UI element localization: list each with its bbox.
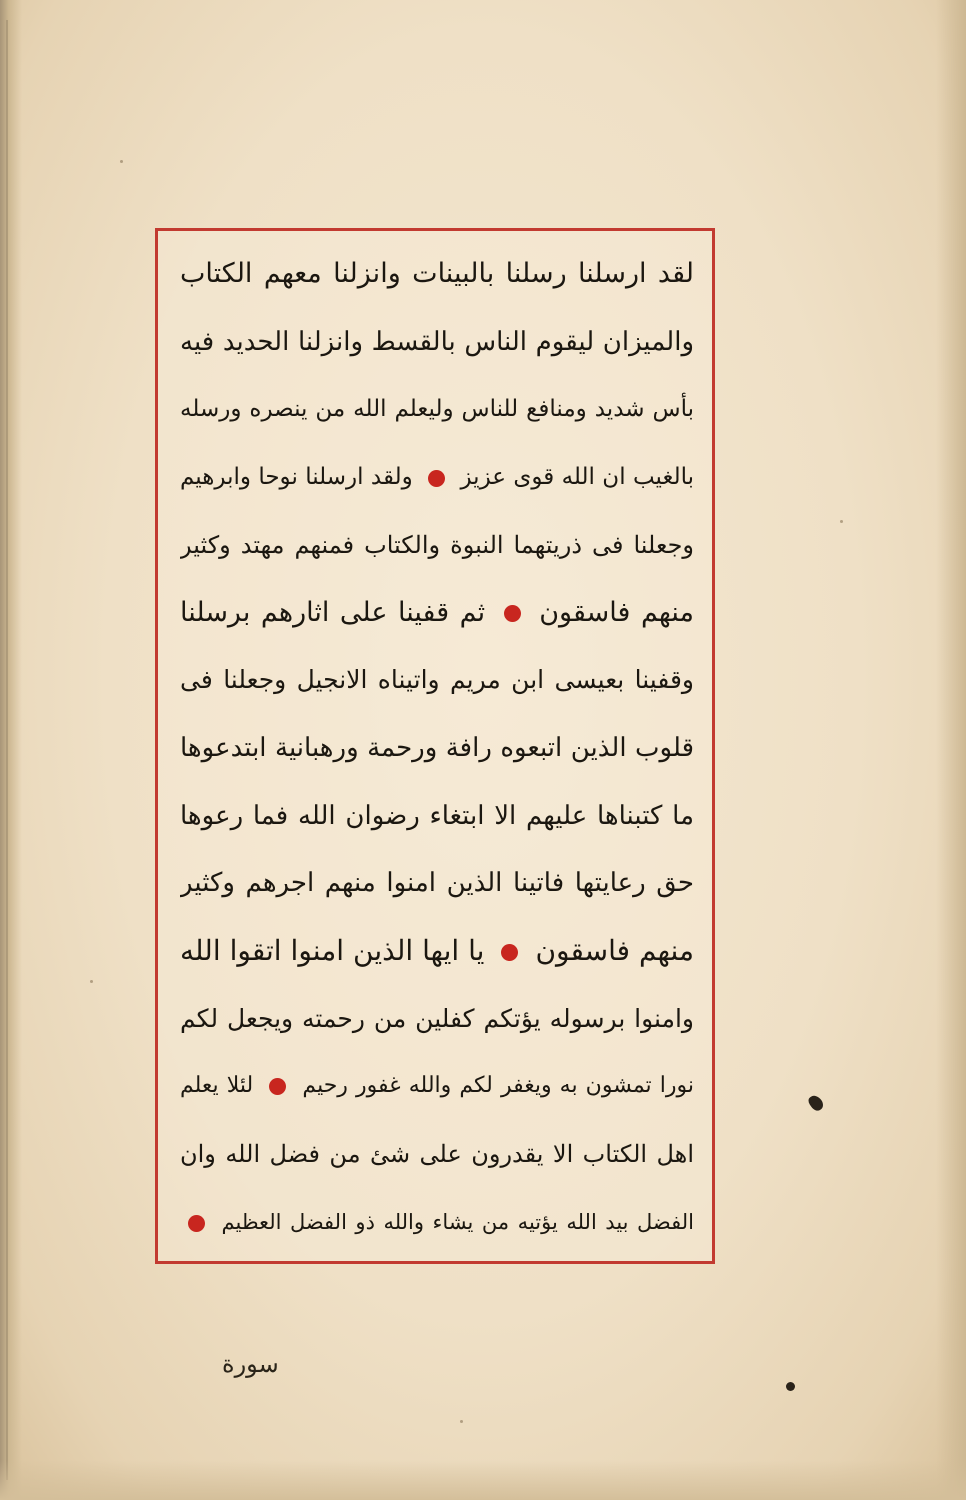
- red-ruled-text-frame: [155, 228, 715, 1264]
- paper-speck: [90, 980, 93, 983]
- text-line: وقفينا بعيسى ابن مريم واتيناه الانجيل وجعلنا فى: [180, 665, 694, 695]
- text-line: منهم فاسقون يا ايها الذين امنوا اتقوا الله: [180, 934, 694, 968]
- verse-end-marker: [428, 470, 445, 487]
- text-line: بأس شديد ومنافع للناس وليعلم الله من ينصره ورسله: [180, 396, 694, 423]
- text-line: الفضل بيد الله يؤتيه من يشاء والله ذو الفضل العظيم: [180, 1193, 694, 1251]
- text-line: والميزان ليقوم الناس بالقسط وانزلنا الحديد فيه: [180, 326, 694, 357]
- catchword: سورة: [222, 1350, 279, 1378]
- text-line: وجعلنا فى ذريتهما النبوة والكتاب فمنهم مهتد وكثير: [180, 530, 694, 559]
- text-line: اهل الكتاب الا يقدرون على شئ من فضل الله وان: [180, 1140, 694, 1169]
- verse-end-marker: [188, 1215, 205, 1232]
- gutter-fold-line: [6, 20, 8, 1480]
- text-block: [180, 245, 694, 1251]
- verse-end-marker: [269, 1078, 286, 1095]
- paper-speck: [120, 160, 123, 163]
- text-line: منهم فاسقون ثم قفينا على اثارهم برسلنا: [180, 596, 694, 628]
- paper-speck: [460, 1420, 463, 1423]
- text-line: ما كتبناها عليهم الا ابتغاء رضوان الله فما رعوها: [180, 800, 694, 831]
- binding-gutter: [0, 0, 22, 1500]
- text-line: نورا تمشون به ويغفر لكم والله غفور رحيم لئلا يعلم: [180, 1073, 694, 1099]
- ink-blot: [806, 1093, 825, 1113]
- ink-spot: [786, 1382, 795, 1391]
- page-right-edge: [936, 0, 966, 1500]
- text-line: قلوب الذين اتبعوه رافة ورحمة ورهبانية ابتدعوها: [180, 732, 694, 763]
- text-line: لقد ارسلنا رسلنا بالبينات وانزلنا معهم الكتاب: [180, 258, 694, 289]
- text-line: حق رعايتها فاتينا الذين امنوا منهم اجرهم وكثير: [180, 868, 694, 899]
- verse-end-marker: [504, 605, 521, 622]
- page-bottom-edge: [0, 1460, 966, 1500]
- text-line: وامنوا برسوله يؤتكم كفلين من رحمته ويجعل لكم: [180, 1003, 694, 1033]
- text-line: بالغيب ان الله قوى عزيز ولقد ارسلنا نوحا وابرهيم: [180, 464, 694, 491]
- paper-speck: [840, 520, 843, 523]
- verse-end-marker: [501, 944, 518, 961]
